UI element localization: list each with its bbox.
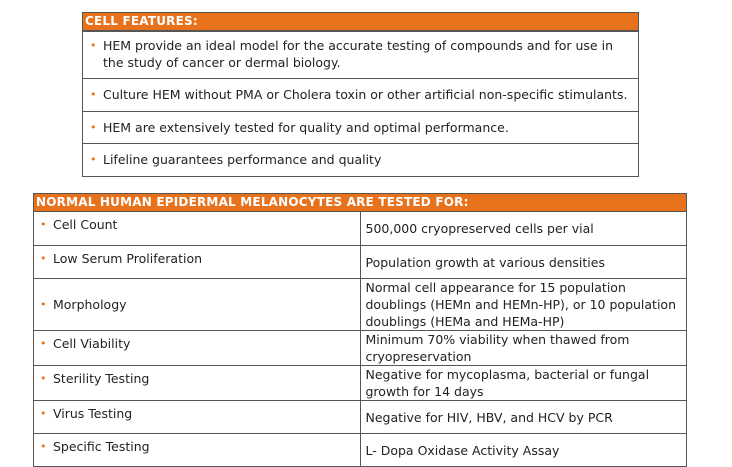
- test-name: Virus Testing: [53, 406, 133, 421]
- table-row: [34, 434, 687, 467]
- feature-item: [83, 31, 638, 78]
- bullet-icon: •: [40, 218, 47, 231]
- test-name-cell: [34, 434, 361, 467]
- test-value-cell: L- Dopa Oxidase Activity Assay: [360, 434, 687, 467]
- feature-text: Lifeline guarantees performance and quality: [103, 152, 382, 167]
- bullet-icon: •: [40, 372, 47, 385]
- bullet-icon: •: [40, 440, 47, 453]
- test-name: Cell Count: [53, 217, 118, 232]
- bullet-icon: •: [40, 337, 47, 350]
- feature-item: [83, 111, 638, 143]
- test-name-cell: [34, 401, 361, 434]
- feature-text: Culture HEM without PMA or Cholera toxin or other artificial non-specific stimulants.: [103, 87, 628, 102]
- test-name-cell: [34, 279, 361, 331]
- feature-item: [83, 143, 638, 176]
- table-row: [34, 366, 687, 401]
- bullet-icon: •: [40, 252, 47, 265]
- bullet-icon: •: [90, 153, 97, 166]
- test-name: Low Serum Proliferation: [53, 251, 203, 266]
- bullet-icon: •: [90, 88, 97, 101]
- cell-features-header: CELL FEATURES:: [83, 13, 638, 31]
- test-name: Specific Testing: [53, 439, 150, 454]
- test-name: Sterility Testing: [53, 371, 150, 386]
- test-value-cell: Normal cell appearance for 15 population doublings (HEMn and HEMn-HP), or 10 population doublings (HEMa and HEMa-HP): [360, 279, 687, 331]
- test-name-cell: [34, 212, 361, 246]
- test-value-cell: Minimum 70% viability when thawed from cryopreservation: [360, 331, 687, 366]
- test-name-cell: [34, 331, 361, 366]
- bullet-icon: •: [40, 407, 47, 420]
- feature-text: HEM are extensively tested for quality and optimal performance.: [103, 120, 509, 135]
- feature-item: [83, 78, 638, 111]
- cell-features-box: [82, 12, 639, 177]
- feature-text: HEM provide an ideal model for the accurate testing of compounds and for use in the study of cancer or dermal biology.: [103, 38, 613, 70]
- tested-for-header: NORMAL HUMAN EPIDERMAL MELANOCYTES ARE TESTED FOR:: [34, 194, 687, 212]
- test-name-cell: [34, 366, 361, 401]
- table-row: [34, 279, 687, 331]
- bullet-icon: •: [40, 298, 47, 311]
- test-value-cell: 500,000 cryopreserved cells per vial: [360, 212, 687, 246]
- test-value-cell: Population growth at various densities: [360, 246, 687, 279]
- test-value-cell: Negative for mycoplasma, bacterial or fungal growth for 14 days: [360, 366, 687, 401]
- test-value-cell: Negative for HIV, HBV, and HCV by PCR: [360, 401, 687, 434]
- test-name-cell: [34, 246, 361, 279]
- test-name: Morphology: [53, 297, 127, 312]
- tested-for-table: [33, 193, 687, 467]
- table-row: [34, 246, 687, 279]
- table-row: [34, 401, 687, 434]
- bullet-icon: •: [90, 121, 97, 134]
- bullet-icon: •: [90, 39, 97, 52]
- test-name: Cell Viability: [53, 336, 131, 351]
- table-row: [34, 212, 687, 246]
- table-row: [34, 331, 687, 366]
